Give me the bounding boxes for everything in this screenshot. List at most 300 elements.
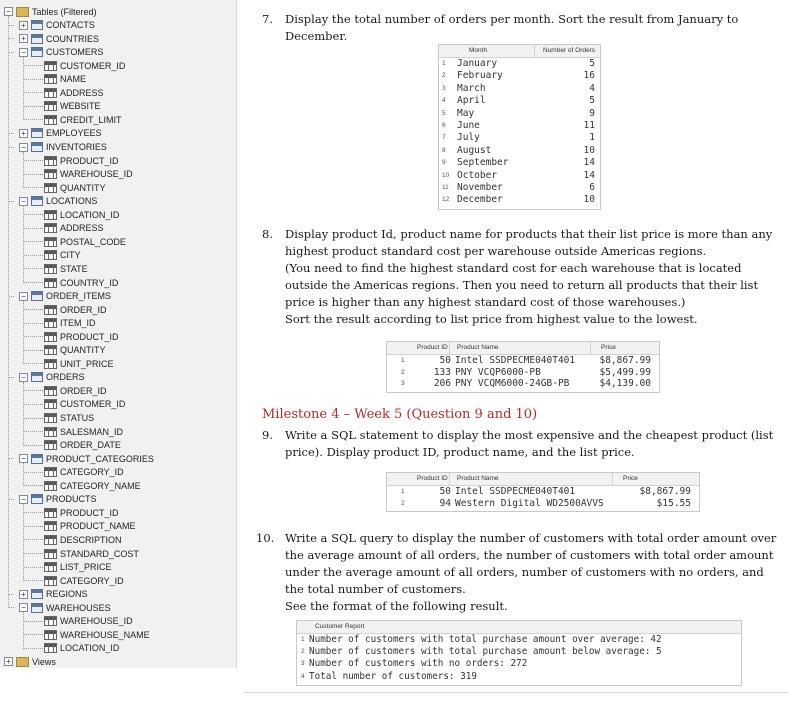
tree-branch: [24, 418, 43, 419]
q10-line-2: the average amount of all orders, the number of customers with total order amount: [285, 548, 774, 562]
month-cell: December: [457, 194, 503, 206]
tree-branch: [24, 214, 43, 215]
tree-branch: [24, 567, 43, 568]
tree-node-location-id[interactable]: [44, 208, 119, 221]
tree-branch: [24, 65, 43, 66]
tree-node-label: ITEM_ID: [60, 318, 96, 329]
tree-node-label: COUNTRIES: [46, 33, 100, 44]
tree-node-salesman-id[interactable]: [44, 425, 123, 438]
q10-line-1: Write a SQL query to display the number of customers with total order amount over: [285, 531, 777, 545]
tree-node-quantity[interactable]: [44, 344, 106, 357]
tree-node-label: NAME: [60, 74, 87, 85]
tree-node-label: PRODUCT_NAME: [60, 521, 136, 532]
row-number: 3: [301, 660, 305, 668]
tree-node-address[interactable]: [44, 222, 104, 235]
tree-node-label: CITY: [60, 250, 81, 261]
tree-branch: [24, 390, 43, 391]
table-icon: [31, 128, 43, 138]
q8-line-1: Display product Id, product name for products that their list price is more than any: [285, 227, 773, 241]
tree-branch: [24, 174, 43, 175]
column-icon: [44, 101, 57, 111]
price-cell: $4,139.00: [599, 378, 651, 389]
tree-connector: [23, 206, 24, 283]
tree-node-customer-id[interactable]: [44, 59, 125, 72]
expand-icon[interactable]: +: [19, 129, 28, 138]
q9-line-2: price). Display product ID, product name, and the list price.: [285, 445, 635, 459]
tree-node-label: PRODUCT_CATEGORIES: [46, 453, 154, 464]
tree-node-label: CUSTOMER_ID: [60, 399, 126, 410]
product-name-cell: PNY VCQP6000-PB: [455, 366, 541, 378]
q7-result-grid: [438, 44, 601, 210]
tree-node-country-id[interactable]: [44, 276, 118, 289]
tree-node-label: STANDARD_COST: [60, 548, 139, 559]
row-number: 3: [401, 380, 405, 387]
tree-node-label: ADDRESS: [60, 223, 104, 234]
tree-node-product-id[interactable]: [44, 330, 119, 343]
tree-branch: [9, 296, 14, 297]
row-number: 4: [442, 97, 446, 105]
tree-node-label: LOCATION_ID: [60, 643, 120, 654]
month-cell: February: [457, 70, 503, 82]
row-number: 1: [401, 488, 405, 495]
tree-node-category-name[interactable]: [44, 479, 141, 492]
tree-node-category-id[interactable]: [44, 466, 124, 479]
column-icon: [44, 237, 57, 247]
tree-node-label: POSTAL_CODE: [60, 236, 126, 247]
order-count-cell: 14: [583, 169, 595, 181]
report-line-cell: Total number of customers: 319: [309, 670, 477, 682]
column-icon: [44, 169, 57, 179]
column-icon: [44, 535, 57, 545]
tree-branch: [24, 106, 43, 107]
tree-node-label: INVENTORIES: [46, 142, 107, 152]
product-name-cell: Intel SSDPECME040T401: [455, 355, 576, 366]
tree-node-label: PRODUCTS: [46, 494, 97, 505]
row-number: 6: [442, 122, 446, 129]
order-count-cell: 10: [583, 194, 595, 206]
tree-connector: [23, 463, 24, 486]
tree-branch: [24, 512, 43, 513]
tree-node-label: ORDER_DATE: [60, 440, 121, 451]
tree-node-label: QUANTITY: [60, 345, 106, 356]
month-cell: May: [457, 107, 475, 119]
q8-line-2: highest product standard cost per warehouse outside Americas regions.: [285, 244, 707, 258]
tree-node-label: SALESMAN_ID: [60, 426, 124, 437]
tree-node-label: PRODUCT_ID: [60, 155, 119, 166]
row-number: 11: [442, 184, 449, 191]
q8-number: 8.: [262, 227, 273, 241]
tree-node-label: WAREHOUSE_ID: [60, 616, 133, 627]
tree-node-unit-price[interactable]: [44, 357, 114, 370]
order-count-cell: 1: [589, 132, 595, 144]
q8-line-6: Sort the result according to list price from highest value to the lowest.: [285, 312, 698, 326]
tree-node-postal-code[interactable]: [44, 235, 126, 248]
order-count-cell: 9: [589, 107, 595, 119]
table-icon: [31, 196, 43, 206]
tree-node-label: DESCRIPTION: [60, 534, 122, 545]
q8-header-price[interactable]: Price: [601, 344, 616, 351]
tree-node-order-items[interactable]: [19, 290, 111, 303]
tree-node-customers[interactable]: [19, 46, 103, 59]
order-count-cell: 10: [583, 144, 595, 156]
tree-node-label: CONTACTS: [46, 20, 95, 31]
tree-connector: [23, 57, 24, 121]
tree-node-label: UNIT_PRICE: [60, 358, 114, 369]
tree-node-label: WAREHOUSES: [46, 602, 111, 613]
tree-branch: [24, 79, 43, 80]
month-cell: July: [457, 132, 480, 144]
report-line-cell: Number of customers with no orders: 272: [309, 658, 528, 670]
tree-node-city[interactable]: [44, 249, 81, 262]
q8-header-id[interactable]: Product ID: [417, 344, 448, 351]
milestone-heading: Milestone 4 – Week 5 (Question 9 and 10): [262, 407, 538, 422]
tree-branch: [24, 268, 43, 269]
collapse-icon[interactable]: −: [4, 7, 13, 16]
product-id-cell: 50: [439, 355, 451, 366]
column-icon: [44, 223, 57, 233]
q7-header-orders[interactable]: Number of Orders: [543, 47, 596, 54]
tree-node-label: STATE: [60, 263, 88, 274]
tree-connector: [23, 382, 24, 446]
month-cell: June: [457, 120, 480, 131]
tree-node-warehouse-name[interactable]: [44, 628, 150, 641]
tree-node-products[interactable]: [19, 493, 97, 506]
q10-line-4: the total number of customers.: [285, 582, 466, 596]
q7-number: 7.: [262, 12, 273, 26]
collapse-icon[interactable]: −: [19, 495, 28, 504]
column-icon: [44, 318, 57, 328]
tree-node-product-id[interactable]: [44, 154, 119, 167]
month-cell: March: [457, 82, 486, 94]
tree-node-label: ORDER_ID: [60, 304, 107, 315]
tree-node-regions[interactable]: [19, 588, 88, 601]
tree-branch: [24, 431, 43, 432]
folder-icon: [16, 7, 29, 17]
tree-connector: [23, 301, 24, 365]
tree-branch: [9, 377, 14, 378]
order-count-cell: 5: [589, 95, 595, 107]
q10-result-grid: [296, 620, 742, 686]
tree-node-label: PRODUCT_ID: [60, 331, 119, 342]
tree-node-label: CATEGORY_ID: [60, 467, 124, 478]
tree-branch: [24, 634, 43, 635]
tree-node-employees[interactable]: [19, 127, 102, 140]
expand-icon[interactable]: +: [19, 21, 28, 30]
table-icon: [31, 142, 43, 152]
collapse-icon[interactable]: −: [19, 197, 28, 206]
collapse-icon[interactable]: −: [19, 603, 28, 612]
tree-branch: [9, 201, 14, 202]
tree-node-website[interactable]: [44, 100, 101, 113]
row-number: 3: [442, 84, 446, 92]
tree-node-label: WAREHOUSE_NAME: [60, 629, 150, 640]
tree-branch: [24, 648, 43, 649]
price-cell: $8,867.99: [599, 355, 651, 366]
order-count-cell: 5: [589, 58, 595, 69]
tree-node-customer-id[interactable]: [44, 398, 125, 411]
column-icon: [44, 250, 57, 260]
column-icon: [44, 521, 57, 531]
tree-node-list-price[interactable]: [44, 561, 112, 574]
tree-node-label: EMPLOYEES: [46, 128, 102, 139]
tree-node-standard-cost[interactable]: [44, 547, 139, 560]
tree-branch: [9, 458, 14, 459]
schema-tree-panel: [0, 0, 237, 668]
tree-branch: [9, 607, 14, 608]
q9-line-1: Write a SQL statement to display the most expensive and the cheapest product (list: [285, 428, 774, 442]
row-number: 1: [401, 357, 405, 364]
tree-node-label: ORDER_ITEMS: [46, 291, 112, 302]
tree-node-description[interactable]: [44, 533, 122, 546]
collapse-icon[interactable]: −: [19, 454, 28, 463]
column-icon: [44, 643, 57, 653]
column-icon: [44, 88, 57, 98]
tree-branch: [9, 499, 14, 500]
tree-branch: [9, 133, 14, 134]
row-number: 4: [301, 672, 305, 680]
column-icon: [44, 386, 57, 396]
column-icon: [44, 305, 57, 315]
column-icon: [44, 427, 57, 437]
q10-number: 10.: [256, 531, 275, 545]
tree-node-quantity[interactable]: [44, 181, 106, 194]
row-number: 10: [442, 171, 450, 179]
column-icon: [44, 616, 57, 626]
tree-node-label: PRODUCT_ID: [60, 507, 119, 518]
row-number: 2: [401, 368, 405, 376]
tree-connector: [23, 152, 24, 189]
column-icon: [44, 562, 57, 572]
month-cell: April: [457, 95, 486, 107]
q8-line-4: outside the Americas regions. Then you need to return all products that their list: [285, 278, 759, 292]
tree-node-order-date[interactable]: [44, 439, 121, 452]
column-icon: [44, 399, 57, 409]
tree-branch: [24, 119, 43, 120]
q10-line-5: See the format of the following result.: [285, 599, 508, 613]
price-cell: $5,499.99: [599, 366, 651, 378]
tree-branch: [24, 228, 43, 229]
table-icon: [31, 372, 43, 382]
expand-icon[interactable]: +: [19, 590, 28, 599]
folder-icon: [16, 657, 29, 667]
price-cell: $15.55: [656, 497, 691, 509]
tree-node-address[interactable]: [44, 86, 104, 99]
tree-node-views[interactable]: [4, 655, 56, 668]
tree-branch: [24, 241, 43, 242]
table-icon: [31, 454, 43, 464]
tree-branch: [9, 147, 14, 148]
column-icon: [44, 413, 57, 423]
tree-node-orders[interactable]: [19, 371, 85, 384]
collapse-icon[interactable]: −: [19, 143, 28, 152]
column-icon: [44, 115, 57, 125]
order-count-cell: 14: [583, 157, 595, 169]
product-name-cell: Intel SSDPECME040T401: [455, 486, 576, 497]
tree-node-label: CATEGORY_ID: [60, 575, 124, 586]
report-line-cell: Number of customers with total purchase amount below average: 5: [309, 646, 662, 658]
tree-node-category-id[interactable]: [44, 574, 124, 587]
tree-branch: [24, 539, 43, 540]
tree-node-countries[interactable]: [19, 32, 99, 45]
month-cell: August: [457, 144, 492, 156]
product-id-cell: 133: [433, 366, 451, 378]
column-icon: [44, 549, 57, 559]
tree-node-warehouse-id[interactable]: [44, 168, 133, 181]
tree-node-label: ORDERS: [46, 372, 85, 383]
row-number: 2: [401, 499, 405, 507]
tree-branch: [9, 25, 14, 26]
tree-branch: [9, 52, 14, 53]
tree-node-location-id[interactable]: [44, 642, 119, 655]
column-icon: [44, 74, 57, 84]
q9-header-name[interactable]: Product Name: [457, 475, 499, 482]
tree-node-item-id[interactable]: [44, 317, 96, 330]
tree-branch: [24, 323, 43, 324]
tree-node-credit-limit[interactable]: [44, 113, 122, 126]
tree-branch: [24, 485, 43, 486]
tree-node-label: REGIONS: [46, 589, 88, 600]
tree-branch: [24, 580, 43, 581]
tree-branch: [24, 472, 43, 473]
tree-branch: [9, 38, 14, 39]
tree-branch: [24, 309, 43, 310]
tree-node-label: WEBSITE: [60, 101, 101, 112]
tree-node-label: LOCATIONS: [46, 196, 98, 207]
column-icon: [44, 183, 57, 193]
tree-node-label: QUANTITY: [60, 182, 106, 193]
q9-header-price[interactable]: Price: [623, 475, 638, 482]
tree-branch: [24, 621, 43, 622]
q9-number: 9.: [262, 428, 273, 442]
q7-header-divider: [534, 45, 535, 57]
page-bottom-rule: [244, 692, 789, 693]
q9-header-divider-2: [612, 473, 613, 485]
tree-branch: [24, 350, 43, 351]
tree-node-label: ADDRESS: [60, 87, 104, 98]
product-name-cell: PNY VCQM6000-24GB-PB: [455, 378, 570, 389]
price-cell: $8,867.99: [639, 486, 691, 497]
column-icon: [44, 359, 57, 369]
tree-node-inventories[interactable]: [19, 141, 107, 154]
column-icon: [44, 630, 57, 640]
table-icon: [31, 34, 43, 44]
tree-node-label: WAREHOUSE_ID: [60, 169, 133, 180]
tree-node-label: COUNTRY_ID: [60, 277, 119, 288]
row-number: 1: [442, 60, 446, 67]
tree-node-order-id[interactable]: [44, 384, 107, 397]
row-number: 2: [301, 648, 305, 656]
order-count-cell: 11: [583, 120, 595, 131]
q8-header-name[interactable]: Product Name: [457, 344, 499, 351]
row-number: 8: [442, 146, 446, 154]
q8-line-3: (You need to find the highest standard cost for each warehouse that is located: [285, 261, 742, 275]
q7-line-1: Display the total number of orders per month. Sort the result from January to: [285, 12, 739, 26]
tree-node-label: Tables (Filtered): [32, 6, 97, 17]
month-cell: November: [457, 182, 503, 193]
table-icon: [31, 589, 43, 599]
column-icon: [44, 345, 57, 355]
tree-node-status[interactable]: [44, 412, 94, 425]
tree-branch: [24, 282, 43, 283]
tree-node-label: ORDER_ID: [60, 385, 107, 396]
column-icon: [44, 508, 57, 518]
tree-branch: [24, 404, 43, 405]
order-count-cell: 16: [583, 70, 595, 82]
column-icon: [44, 264, 57, 274]
collapse-icon[interactable]: −: [19, 373, 28, 382]
collapse-icon[interactable]: −: [19, 292, 28, 301]
tree-branch: [24, 255, 43, 256]
q9-result-grid: [386, 472, 700, 512]
q10-header-report[interactable]: Customer Report: [315, 623, 365, 630]
month-cell: January: [457, 58, 498, 69]
tree-node-contacts[interactable]: [19, 19, 95, 32]
tree-branch: [24, 92, 43, 93]
tree-node-label: STATUS: [60, 413, 95, 423]
q8-header-divider-1: [449, 342, 450, 354]
tree-node-warehouse-id[interactable]: [44, 615, 133, 628]
q8-header-divider-2: [590, 342, 591, 354]
column-icon: [44, 156, 57, 166]
table-icon: [31, 603, 43, 613]
tree-node-label: CATEGORY_NAME: [60, 480, 141, 491]
tree-node-warehouses[interactable]: [19, 601, 111, 614]
q8-result-grid: [386, 341, 660, 393]
product-id-cell: 94: [439, 497, 451, 509]
q9-header-divider-1: [449, 473, 450, 485]
tree-node-order-id[interactable]: [44, 303, 107, 316]
tree-branch: [24, 553, 43, 554]
tree-node-product-categories[interactable]: [19, 452, 154, 465]
tree-node-product-name[interactable]: [44, 520, 136, 533]
row-number: 1: [301, 636, 305, 643]
tree-node-locations[interactable]: [19, 195, 97, 208]
tree-branch: [24, 526, 43, 527]
tree-node-product-id[interactable]: [44, 506, 119, 519]
tree-branch: [9, 594, 14, 595]
product-id-cell: 50: [439, 486, 451, 497]
q9-header-id[interactable]: Product ID: [417, 475, 448, 482]
column-icon: [44, 332, 57, 342]
table-icon: [31, 47, 43, 57]
order-count-cell: 6: [589, 182, 595, 193]
column-icon: [44, 576, 57, 586]
row-number: 2: [442, 72, 446, 80]
column-icon: [44, 278, 57, 288]
table-icon: [31, 494, 43, 504]
table-icon: [31, 291, 43, 301]
collapse-icon[interactable]: −: [19, 48, 28, 57]
q8-line-5: price is higher than any highest standard cost of those warehouses.): [285, 295, 686, 309]
tree-branch: [24, 445, 43, 446]
expand-icon[interactable]: +: [4, 657, 13, 666]
tree-node-tables-filtered-[interactable]: [4, 5, 97, 18]
q7-line-2: December.: [285, 29, 348, 43]
column-icon: [44, 440, 57, 450]
tree-node-label: CUSTOMERS: [46, 47, 104, 58]
tree-node-name[interactable]: [44, 73, 86, 86]
tree-node-label: Views: [32, 656, 56, 667]
report-line-cell: Number of customers with total purchase amount over average: 42: [309, 634, 662, 645]
row-number: 7: [442, 134, 446, 142]
tree-node-label: LIST_PRICE: [60, 562, 112, 573]
tree-node-state[interactable]: [44, 262, 88, 275]
product-name-cell: Western Digital WD2500AVVS: [455, 497, 604, 509]
tree-branch: [24, 336, 43, 337]
q7-header-month[interactable]: Month: [469, 47, 488, 54]
row-number: 12: [442, 196, 450, 204]
expand-icon[interactable]: +: [19, 34, 28, 43]
